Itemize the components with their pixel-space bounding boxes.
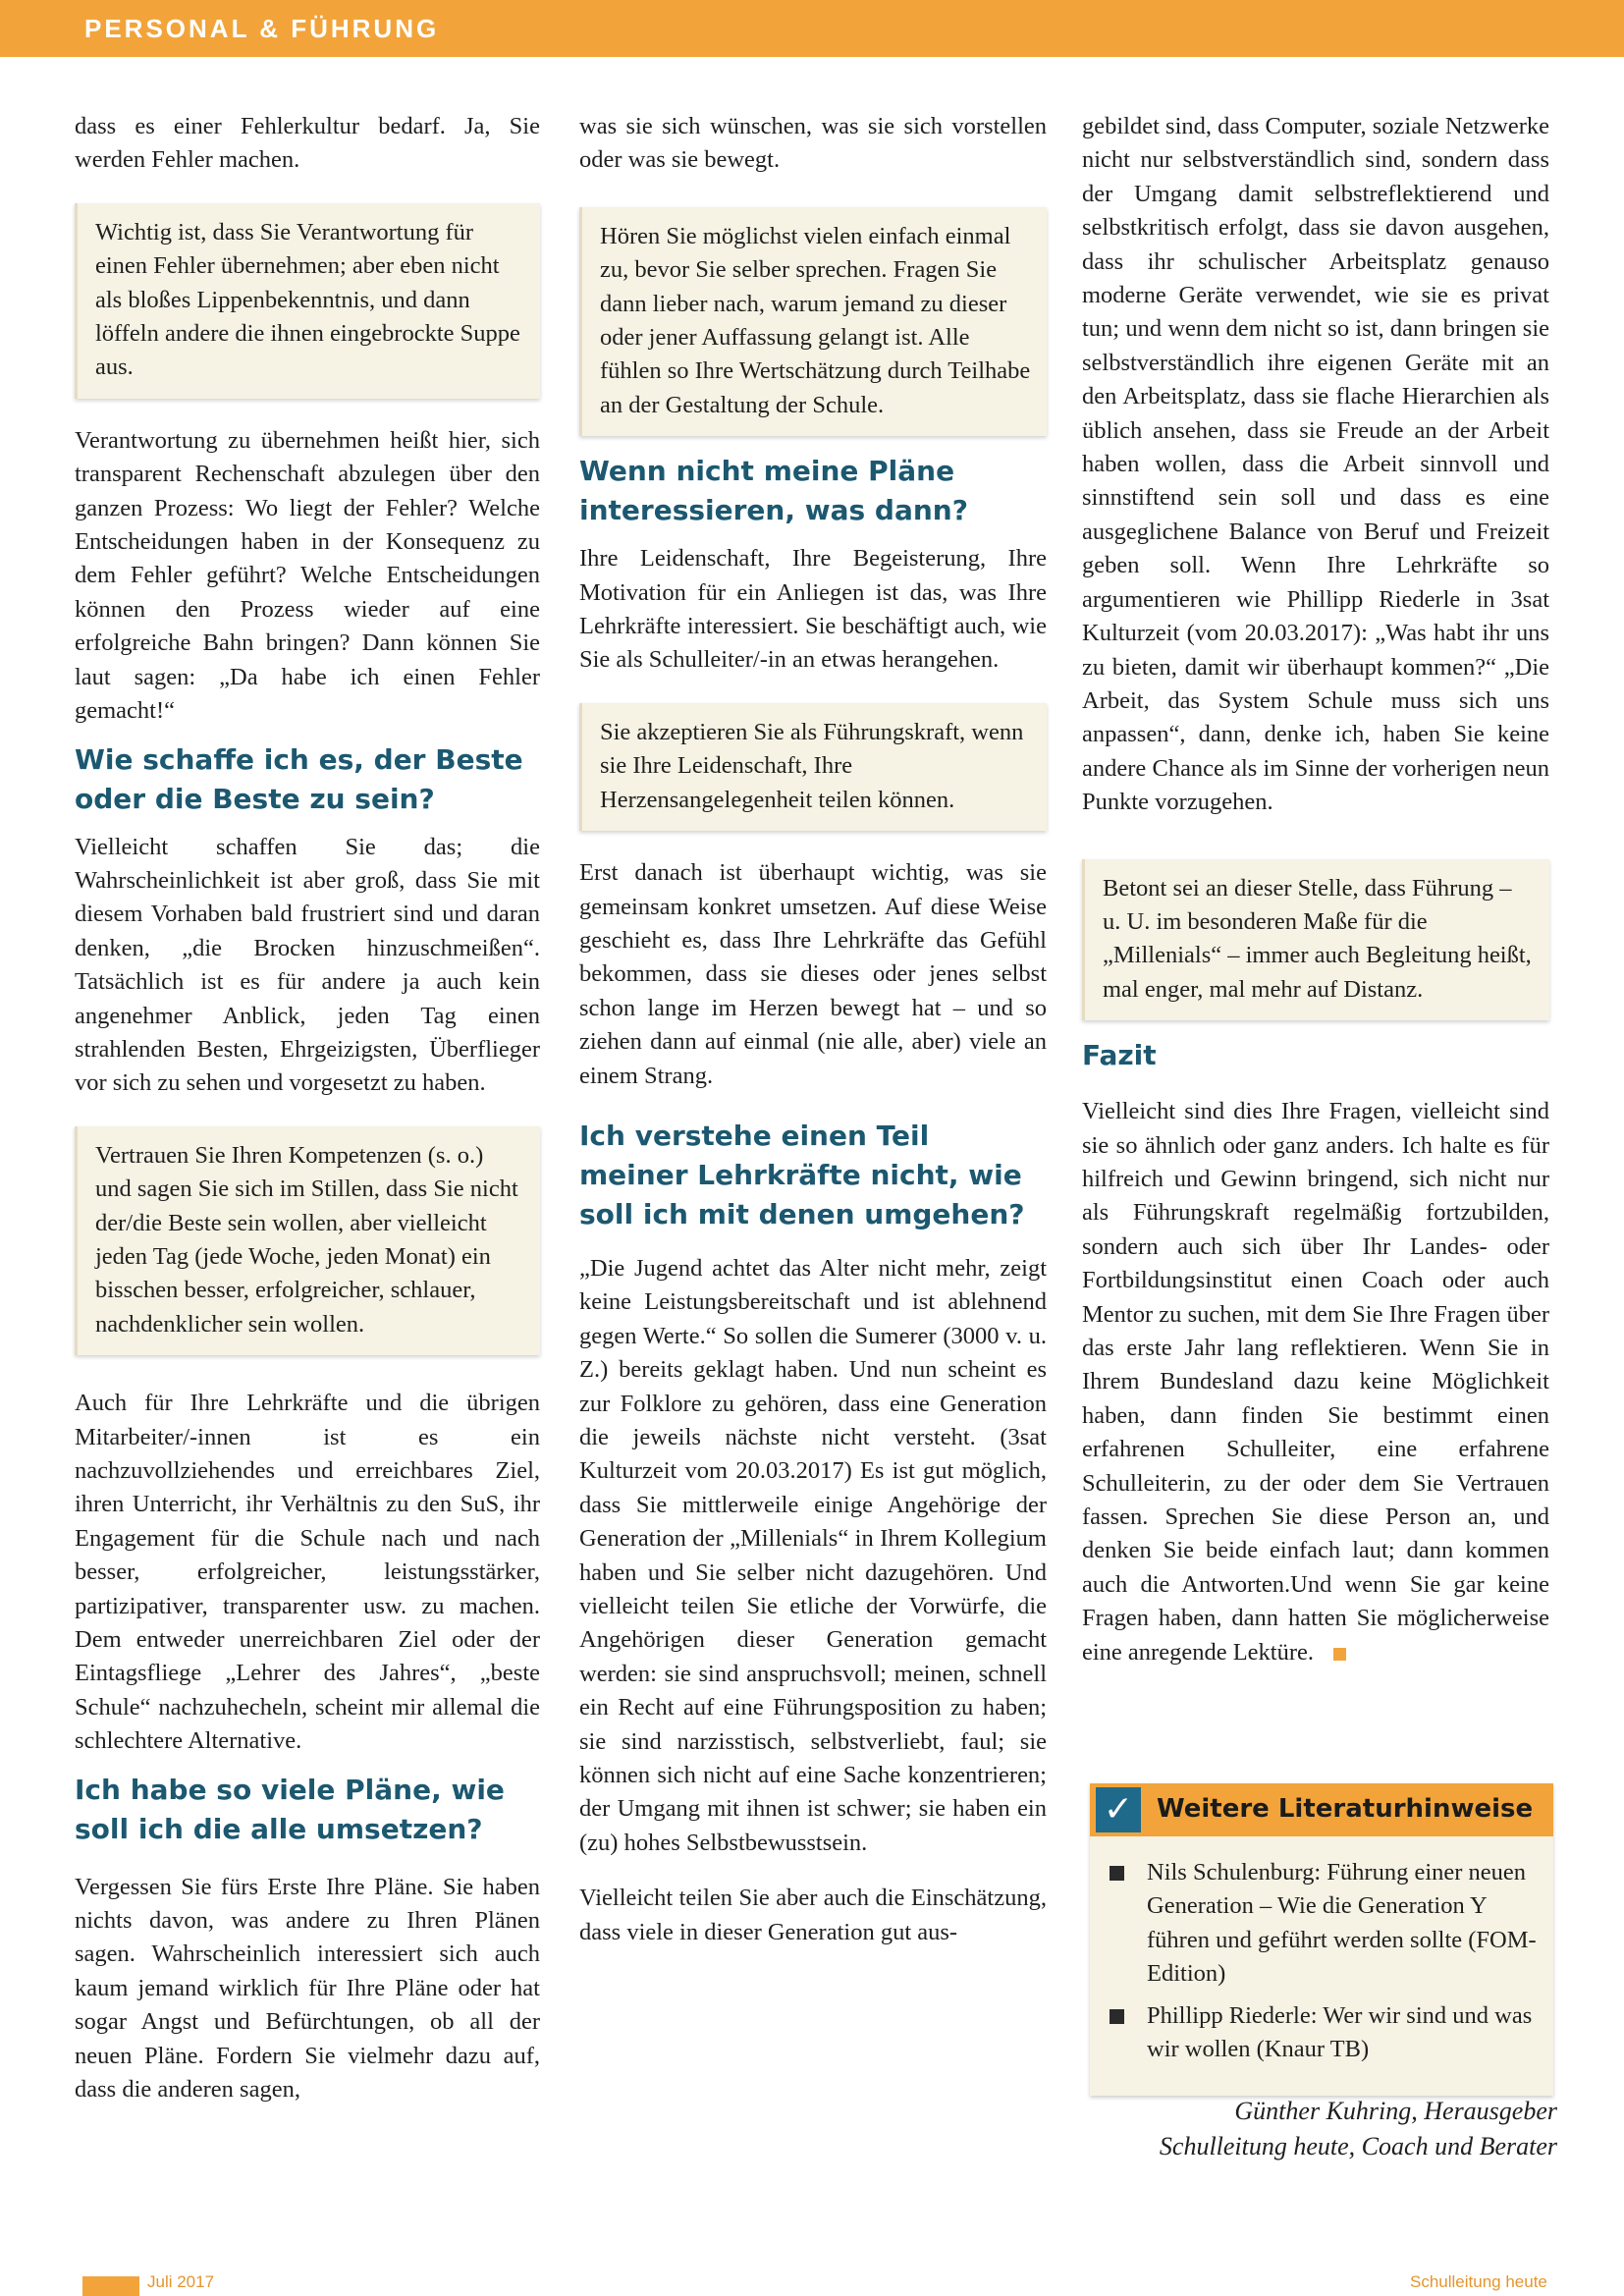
paragraph: Ihre Leidenschaft, Ihre Begeisterung, Ihre Motivation für ein Anliegen ist das, was Ihre Lehrkräfte interessiert. Sie beschäftigt auch, wie Sie als Schulleiter/-in an etwas herangehen. — [579, 545, 1047, 674]
checkmark-icon: ✓ — [1096, 1787, 1141, 1832]
paragraph: gebildet sind, dass Computer, soziale Netzwerke nicht nur selbstverständlich sind, sondern dass der Umgang damit selbstreflektierend und selbstkritisch erfolgt, dass sie davon ausgehen, dass ihr schulischer Arbeitsplatz genauso moderne Geräte verwendet, wie sie es privat tun; und wenn dem nicht so ist, dann bringen sie selbstverständlich ihre eigenen Geräte mit an den Arbeitsplatz, dass sie flache Hierarchien als üblich ansehen, dass sie Freude an der Arbeit haben wollen, dass die Arbeit sinnvoll und sinnstiftend sein soll und dass es eine ausgeglichene Balance von Beruf und Freizeit geben soll. Wenn Ihre Lehrkräfte so argumentieren wie Phillipp Riederle in 3sat Kulturzeit (vom 20.03.2017): „Was habt ihr uns zu bieten, damit wir überhaupt kommen?“ „Die Arbeit, das System Schule muss sich uns anpassen“, dann, denke ich, haben Sie keine andere Chance als im Sinne der vorherigen neun Punkte vorzugehen. — [1082, 113, 1549, 816]
paragraph: Vielleicht schaffen Sie das; die Wahrscheinlichkeit ist aber groß, dass Sie mit diesem Vorhaben bald frustriert sind und daran denken, „die Brocken hinzuschmeißen“. Tatsächlich ist es für andere ja auch kein angenehmer Anblick, jeden Tag einen strahlenden Besten, Ehrgeizigsten, Überflieger vor sich zu sehen und vorgesetzt zu haben. — [75, 833, 540, 1097]
paragraph: Vergessen Sie fürs Erste Ihre Pläne. Sie haben nichts davon, was andere zu Ihren Plänen sagen. Wahrscheinlich interessiert sich auch kaum jemand wirklich für Ihre Pläne oder hat sogar Angst und Befürchtungen, ob all der neuen Pläne. Fordern Sie vielmehr dazu auf, dass die anderen sagen, — [75, 1873, 540, 2104]
highlight-text: Hören Sie möglichst vielen einfach einmal zu, bevor Sie selber sprechen. Fragen Sie dann lieber nach, warum jemand zu dieser oder jener Auffassung gelangt ist. Alle fühlen so Ihre Wertschätzung durch Teilhabe an der Gestaltung der Schule. — [600, 222, 1031, 418]
author-name: Günther Kuhring, Herausgeber — [1234, 2097, 1557, 2125]
paragraph: was sie sich wünschen, was sie sich vorstellen oder was sie bewegt. — [579, 113, 1047, 174]
literature-title: Weitere Literaturhinweise — [1157, 1794, 1534, 1824]
square-bullet-icon — [1110, 2009, 1124, 2024]
section-heading: Wenn nicht meine Pläne interessieren, was dann? — [579, 455, 968, 527]
highlight-box — [75, 1126, 540, 1355]
end-of-article-mark — [1333, 1648, 1346, 1661]
section-heading: Fazit — [1082, 1039, 1157, 1072]
section-header-bar — [0, 0, 1624, 57]
paragraph: dass es einer Fehlerkultur bedarf. Ja, Sie werden Fehler machen. — [75, 113, 540, 174]
list-item — [1108, 1999, 1542, 2067]
column-2 — [579, 110, 1047, 1949]
paragraph: Verantwortung zu übernehmen heißt hier, sich transparent Rechenschaft abzulegen über den ganzen Prozess: Wo liegt der Fehler? Welche Entscheidungen haben in der Konsequenz zu dem Fehler geführt? Welche Entscheidungen können den Prozess wieder auf eine erfolgreiche Bahn bringen? Dann können Sie laut sagen: „Da habe ich einen Fehler gemacht!“ — [75, 426, 540, 725]
literature-entry: Phillipp Riederle: Wer wir sind und was wir wollen (Knaur TB) — [1147, 2001, 1533, 2063]
highlight-text: Betont sei an dieser Stelle, dass Führung – u. U. im besonderen Maße für die „Millenials“ – immer auch Begleitung heißt, mal enger, mal mehr auf Distanz. — [1103, 874, 1532, 1003]
section-heading: Ich verstehe einen Teil meiner Lehrkräfte nicht, wie soll ich mit denen umgehen? — [579, 1119, 1025, 1230]
literature-header — [1090, 1783, 1553, 1836]
footer-magazine: Schulleitung heute — [1410, 2272, 1547, 2291]
footer-date: Juli 2017 — [147, 2272, 215, 2291]
literature-entry: Nils Schulenburg: Führung einer neuen Generation – Wie die Generation Y führen und geführt werden sollte (FOM-Edition) — [1147, 1859, 1537, 1988]
paragraph-text: Vielleicht sind dies Ihre Fragen, vielleicht sind sie so ähnlich oder ganz anders. Ich halte es für hilfreich und Gewinn bringend, sich nicht nur als Führungskraft regelmäßig fortzubilden, sondern auch sich über Ihr Landes- oder Fortbildungsinstitut einen Coach oder auch Mentor zu suchen, mit dem Sie Ihre Fragen über das erste Jahr lang reflektieren. Wenn Sie in Ihrem Bundesland dazu keine Möglichkeit haben, dann finden Sie bestimmt einen erfahrenen Schulleiter, eine erfahrene Schulleiterin, zu der oder dem Sie Vertrauen fassen. Sprechen Sie diese Person an, und denken Sie beide einfach laut; dann kommen auch die Antworten.Und wenn Sie gar keine Fragen haben, dann hatten Sie möglicherweise eine anregende Lektüre. — [1082, 1098, 1549, 1666]
highlight-text: Wichtig ist, dass Sie Verantwortung für einen Fehler übernehmen; aber eben nicht als bloßes Lippenbekenntnis, und dann löffeln andere die ihnen eingebrockte Suppe aus. — [95, 218, 520, 381]
paragraph: Auch für Ihre Lehrkräfte und die übrigen Mitarbeiter/-innen ist es ein nachzuvollziehendes und erreichbares Ziel, ihren Unterricht, ihr Verhältnis zu den SuS, ihr Engagement für die Schule nach und nach besser, erfolgreicher, leistungsstärker, partizipativer, transparenter usw. zu machen. Dem entweder unerreichbaren Ziel oder der Eintagsfliege „Lehrer des Jahres“, „beste Schule“ nachzuhecheln, scheint mir allemal die schlechtere Alternative. — [75, 1390, 540, 1755]
literature-list — [1090, 1836, 1553, 2096]
paragraph: Erst danach ist überhaupt wichtig, was sie gemeinsam konkret umsetzen. Auf diese Weise geschieht es, dass Ihre Lehrkräfte das Gefühl bekommen, dass sie dieses oder jenes selbst schon lange im Herzen bewegt hat – und so ziehen dann auf einmal (nie alle, aber) viele an einem Strang. — [579, 859, 1047, 1089]
square-bullet-icon — [1110, 1866, 1124, 1881]
literature-box — [1090, 1783, 1553, 2096]
section-title: PERSONAL & FÜHRUNG — [84, 14, 440, 43]
highlight-text: Vertrauen Sie Ihren Kompetenzen (s. o.) und sagen Sie sich im Stillen, dass Sie nicht der/die Beste sein wollen, aber vielleicht jeden Tag (jede Woche, jeden Monat) ein bisschen besser, erfolgreicher, schlauer, nachdenklicher sein wollen. — [95, 1141, 518, 1338]
section-heading: Ich habe so viele Pläne, wie soll ich die alle umsetzen? — [75, 1773, 505, 1845]
author-signature — [1080, 2094, 1557, 2164]
author-role: Schulleitung heute, Coach und Berater — [1159, 2132, 1557, 2160]
highlight-box — [579, 703, 1047, 831]
paragraph — [1082, 1095, 1549, 1669]
list-item — [1108, 1856, 1542, 1992]
highlight-box — [579, 207, 1047, 436]
highlight-box — [1082, 859, 1549, 1021]
highlight-text: Sie akzeptieren Sie als Führungskraft, wenn sie Ihre Leidenschaft, Ihre Herzensangelegenheit teilen können. — [600, 718, 1024, 813]
page-number-box — [82, 2276, 139, 2296]
paragraph: „Die Jugend achtet das Alter nicht mehr, zeigt keine Leistungsbereitschaft und ist ablehnend gegen Werte.“ So sollen die Sumerer (3000 v. u. Z.) bereits geklagt haben. Und nun scheint es zur Folklore zu gehören, dass eine Generation die jeweils nächste nicht versteht. (3sat Kulturzeit vom 20.03.2017) Es ist gut möglich, dass Sie mittlerweile einige Angehörige der Generation der „Millenials“ in Ihrem Kollegium haben und Sie selber nicht dazugehören. Und vielleicht teilen Sie etliche der Vorwürfe, die Angehörigen dieser Generation gemacht werden: sie sind anspruchsvoll; meinen, schnell ein Recht auf eine Führungsposition zu haben; sie sind narzisstisch, selbstverliebt, faul; sie können sich nicht auf eine Sache konzentrieren; der Umgang mit ihnen ist schwer; sie haben ein (zu) hohes Selbstbewusstsein. — [579, 1254, 1047, 1856]
paragraph: Vielleicht teilen Sie aber auch die Einschätzung, dass viele in dieser Generation gut aus- — [579, 1885, 1047, 1945]
column-3 — [1082, 110, 1549, 1669]
section-heading: Wie schaffe ich es, der Beste oder die Beste zu sein? — [75, 742, 523, 815]
highlight-box — [75, 203, 540, 399]
column-1 — [75, 110, 540, 2107]
